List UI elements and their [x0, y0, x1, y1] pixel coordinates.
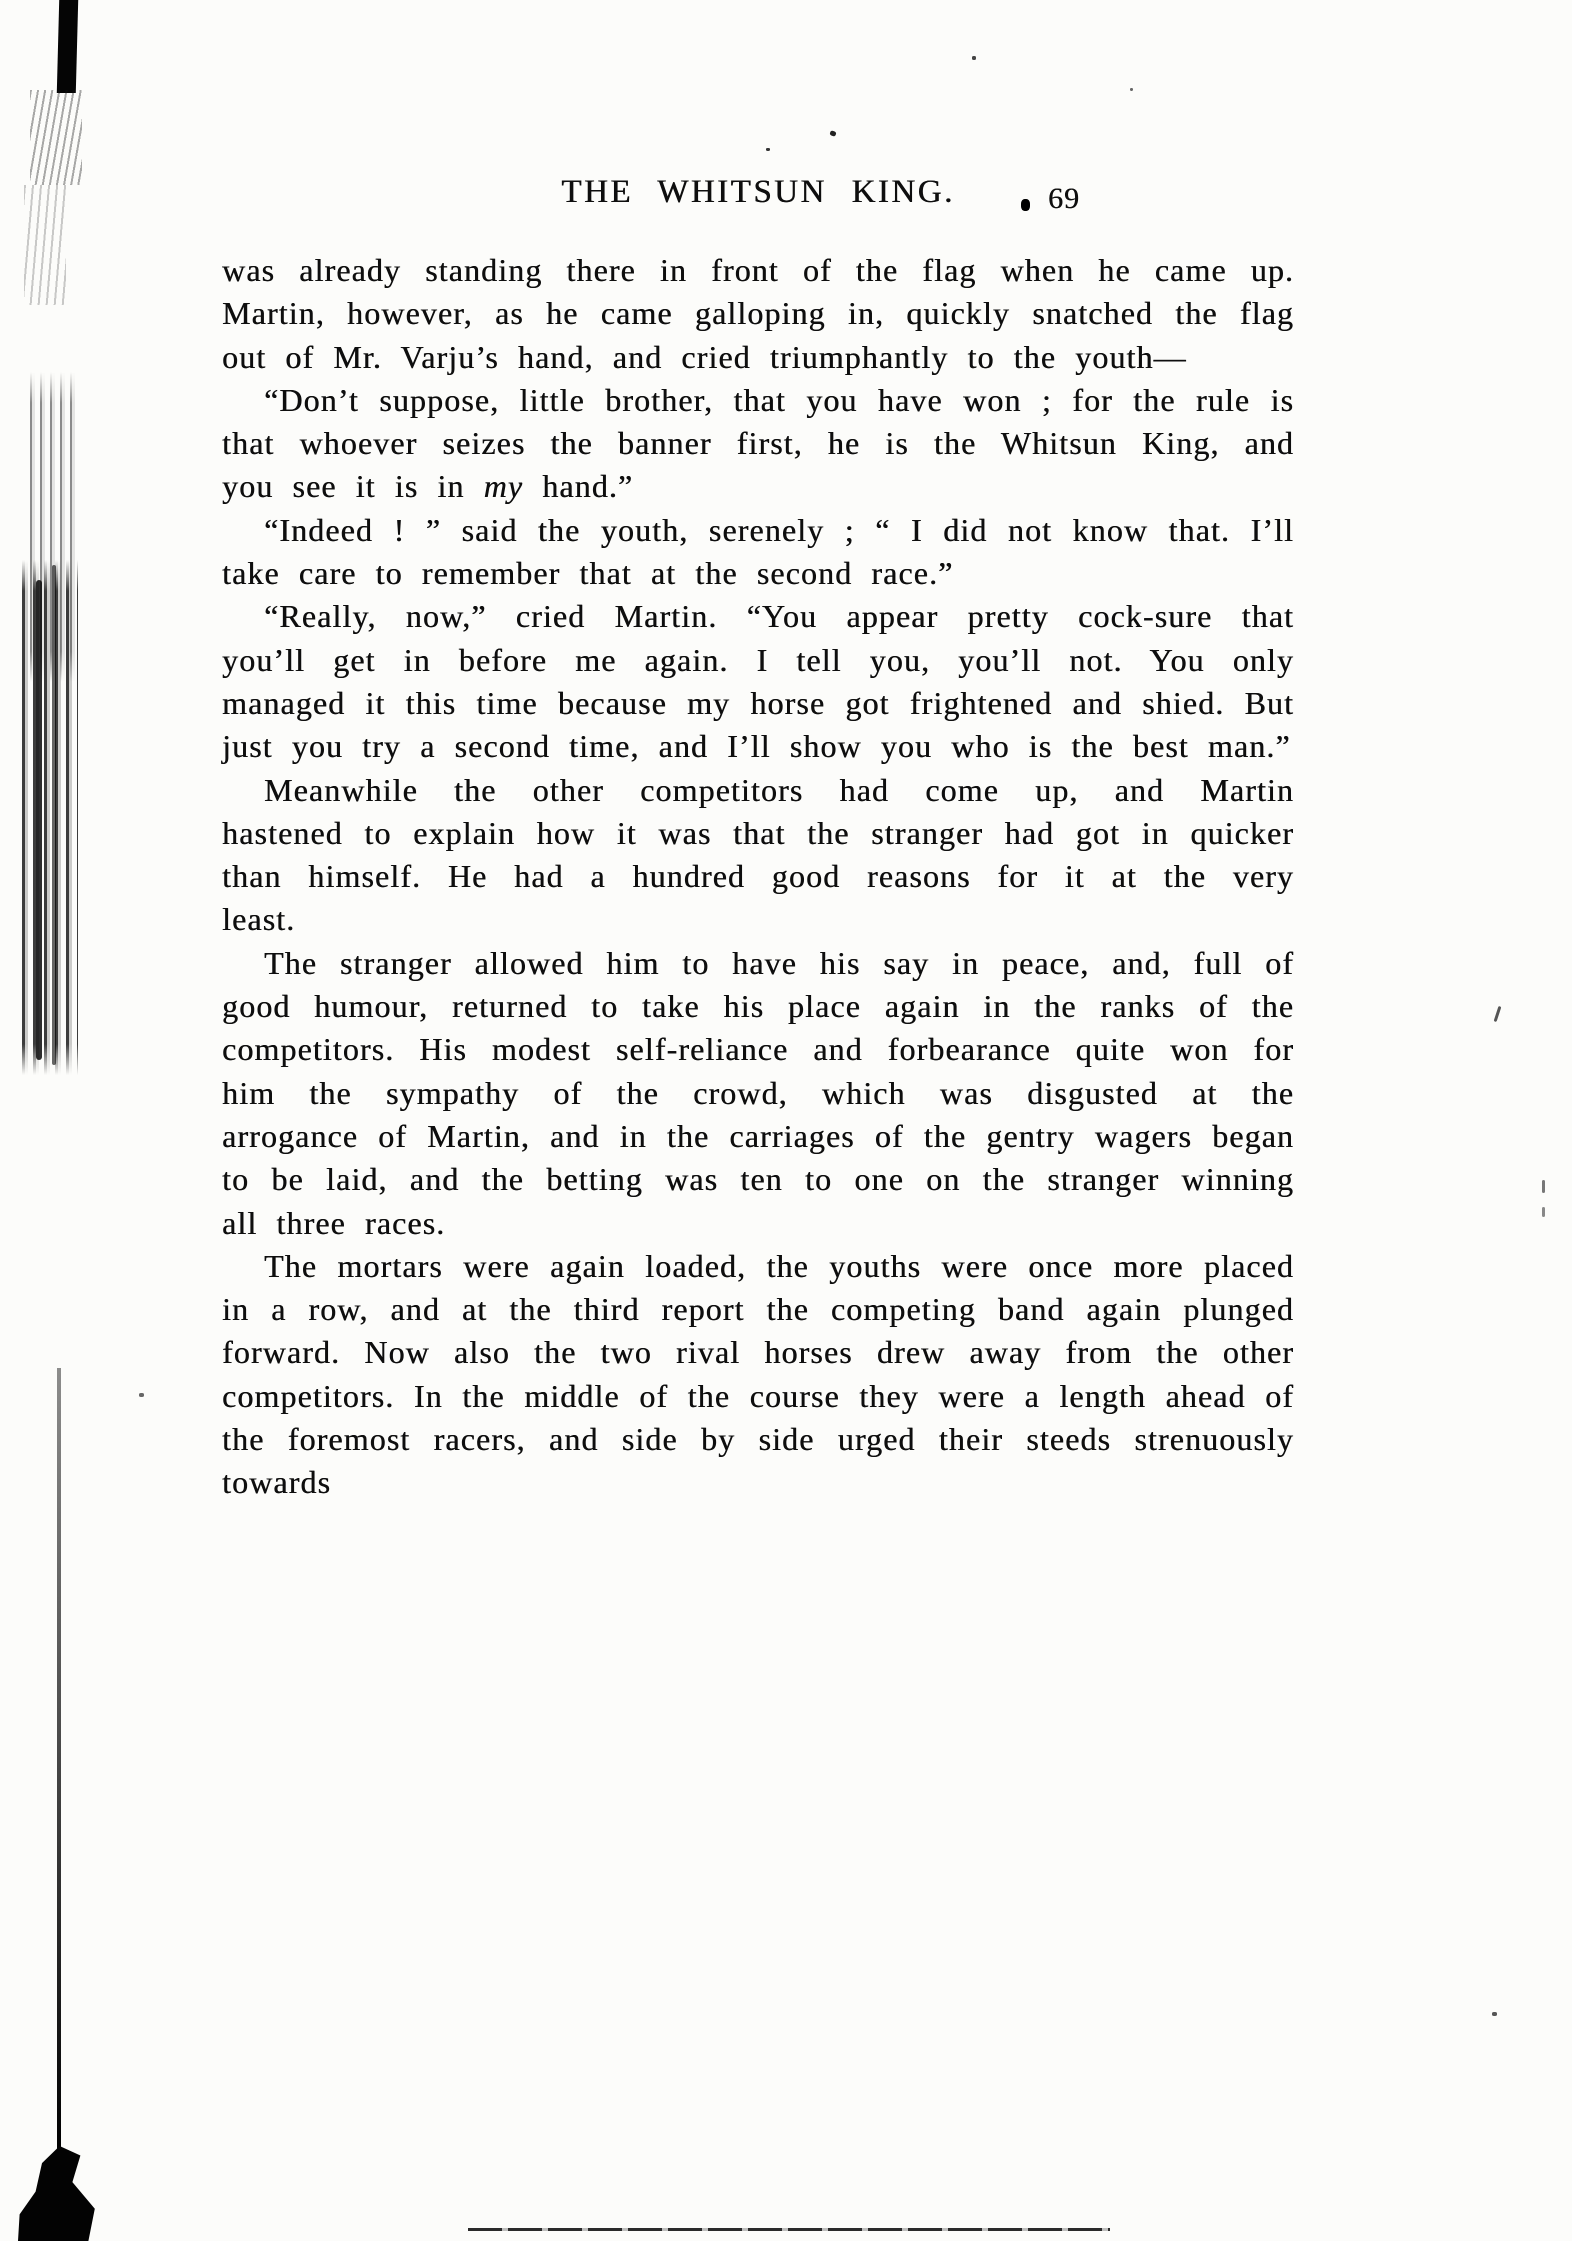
binding-line-lower-left	[57, 1368, 61, 2150]
speck	[1130, 88, 1133, 91]
paragraph	[222, 942, 1294, 1245]
speck	[766, 148, 770, 151]
text-block	[222, 249, 1294, 1505]
paragraph	[222, 249, 1294, 379]
text-segment: Meanwhile the other competitors had come up, and Martin hastened to explain how it was that the stranger had got in quicker than himself. He had a hundred good reasons for it at the very least.	[222, 771, 1294, 938]
emphasized-word: my	[483, 468, 524, 505]
speck	[1494, 1006, 1502, 1022]
ink-smudge-left-upper	[24, 185, 66, 305]
paragraph	[222, 1245, 1294, 1505]
paragraph	[222, 595, 1294, 768]
ink-streak-dark-1	[36, 580, 42, 1060]
baseline-rule-bottom	[468, 2228, 1110, 2231]
paragraph	[222, 509, 1294, 596]
paragraph	[222, 769, 1294, 942]
text-segment: The stranger allowed him to have his say in peace, and, full of good humour, returned to take his place again in the ranks of the competitors. His modest self-reliance and forbearance quite won for him the sympathy of the crowd, which was disgusted at the arrogance of Martin, and in the carriages of the gentry wagers began to be laid, and the betting was ten to one on the stranger winning all three races.	[222, 944, 1294, 1241]
paragraph	[222, 379, 1294, 509]
ink-smudge-left-a	[30, 372, 76, 682]
running-title: THE WHITSUN KING.	[561, 174, 955, 210]
speck	[1542, 1180, 1545, 1193]
text-segment: was already standing there in front of the flag when he came up. Martin, however, as he came galloping in, quickly snatched the flag out of Mr. Varju’s hand, and cried triumphantly to the youth—	[222, 252, 1294, 375]
speck	[139, 1393, 144, 1397]
ink-bar-top-left	[57, 0, 78, 93]
speck	[1492, 2012, 1497, 2016]
ink-smudge-left-b	[22, 560, 78, 1075]
text-segment: “Don’t suppose, little brother, that you have won ; for the rule is that whoever seizes the banner first, he is the Whitsun King, and you see it is in	[222, 381, 1294, 505]
page-header	[222, 174, 1294, 218]
speck	[829, 130, 836, 137]
text-segment: The mortars were again loaded, the youths were once more placed in a row, and at the third report the competing band again plunged forward. Now also the two rival horses drew away from the other competitors. In the middle of the course they were a length ahead of the foremost racers, and side by side urged their steeds strenuously towards	[222, 1247, 1294, 1501]
text-segment: hand.”	[523, 468, 634, 505]
speck	[972, 56, 976, 60]
text-segment: “Really, now,” cried Martin. “You appear pretty cock-sure that you’ll get in before me again. I tell you, you’ll not. You only managed it this time because my horse got frightened and shied. But just you try a second time, and I’ll show you who is the best man.”	[222, 598, 1294, 765]
ink-streak-dark-2	[52, 565, 56, 1065]
ink-hatch-top-left	[30, 90, 82, 185]
page-number: 69	[1048, 182, 1080, 215]
text-segment: “Indeed ! ” said the youth, serenely ; “ I did not know that. I’ll take care to remember that at the second race.”	[222, 511, 1294, 592]
speck	[1542, 1207, 1545, 1217]
ink-blob-bottom-left	[18, 2146, 98, 2241]
